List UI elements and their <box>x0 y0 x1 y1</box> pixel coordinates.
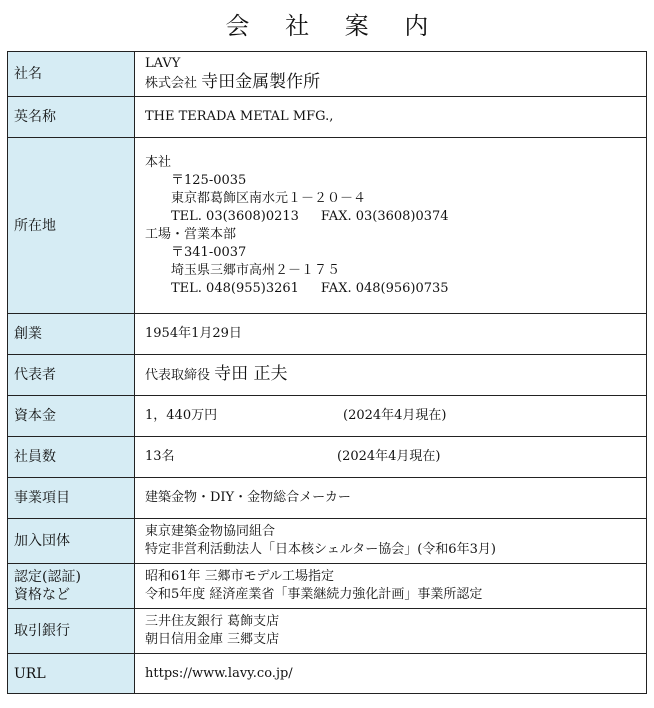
factory-tel: TEL. 048(955)3261 <box>171 280 299 296</box>
label-company-name: 社名 <box>8 52 135 97</box>
row-banks <box>8 609 647 654</box>
row-capital <box>8 396 647 437</box>
row-founded <box>8 314 647 355</box>
label-employees: 社員数 <box>8 437 135 478</box>
row-certifications <box>8 564 647 609</box>
row-employees <box>8 437 647 478</box>
value-english-name: THE TERADA METAL MFG., <box>135 97 647 138</box>
representative-name: 寺田 正夫 <box>214 364 288 384</box>
row-representative <box>8 355 647 396</box>
value-company-name <box>135 52 647 97</box>
label-capital: 資本金 <box>8 396 135 437</box>
label-banks: 取引銀行 <box>8 609 135 654</box>
brand-name: LAVY <box>145 56 181 71</box>
capital-amount: 1，440万円 <box>145 408 218 423</box>
hq-address: 東京都葛飾区南水元１－２０－４ <box>171 190 367 206</box>
membership-1: 東京建築金物協同組合 <box>145 524 276 539</box>
value-certifications <box>135 564 647 609</box>
company-name: 寺田金属製作所 <box>201 72 321 92</box>
hq-title: 本社 <box>145 154 172 170</box>
factory-address: 埼玉県三郷市高州２－１７５ <box>171 262 341 278</box>
certification-1: 昭和61年 三郷市モデル工場指定 <box>145 569 335 584</box>
row-location <box>8 138 647 314</box>
row-english-name <box>8 97 647 138</box>
label-english-name: 英名称 <box>8 97 135 138</box>
value-founded: 1954年1月29日 <box>135 314 647 355</box>
label-memberships: 加入団体 <box>8 519 135 564</box>
value-location <box>135 138 647 314</box>
value-employees <box>135 437 647 478</box>
label-location: 所在地 <box>8 138 135 314</box>
label-business: 事業項目 <box>8 478 135 519</box>
value-representative <box>135 355 647 396</box>
company-prefix: 株式会社 <box>145 76 198 91</box>
certification-2: 令和5年度 経済産業省「事業継続力強化計画」事業所認定 <box>145 587 483 602</box>
row-business <box>8 478 647 519</box>
row-company-name <box>8 52 647 97</box>
value-business: 建築金物・DIY・金物総合メーカー <box>135 478 647 519</box>
employees-note: (2024年4月現在) <box>337 449 441 464</box>
factory-fax: FAX. 048(956)0735 <box>320 280 449 296</box>
capital-note: (2024年4月現在) <box>343 408 447 423</box>
page-title: 会 社 案 内 <box>225 12 443 40</box>
factory-title: 工場・営業本部 <box>145 226 237 242</box>
row-memberships <box>8 519 647 564</box>
representative-title: 代表取締役 <box>145 368 211 383</box>
bank-1: 三井住友銀行 葛飾支店 <box>145 614 280 629</box>
hq-tel: TEL. 03(3608)0213 <box>171 208 299 224</box>
hq-postal: 〒125-0035 <box>171 172 247 188</box>
value-capital <box>135 396 647 437</box>
value-banks <box>135 609 647 654</box>
company-info-table <box>7 51 647 694</box>
hq-fax: FAX. 03(3608)0374 <box>320 208 449 224</box>
value-memberships <box>135 519 647 564</box>
employees-count: 13名 <box>145 449 175 464</box>
row-url <box>8 654 647 694</box>
membership-2: 特定非営利活動法人「日本核シェルター協会」(令和6年3月) <box>145 542 496 557</box>
value-url[interactable]: https://www.lavy.co.jp/ <box>135 654 647 694</box>
label-representative: 代表者 <box>8 355 135 396</box>
label-url: URL <box>8 654 135 694</box>
factory-postal: 〒341-0037 <box>171 244 247 260</box>
bank-2: 朝日信用金庫 三郷支店 <box>145 632 280 647</box>
label-certifications: 認定(認証) 資格など <box>8 564 135 609</box>
label-founded: 創業 <box>8 314 135 355</box>
